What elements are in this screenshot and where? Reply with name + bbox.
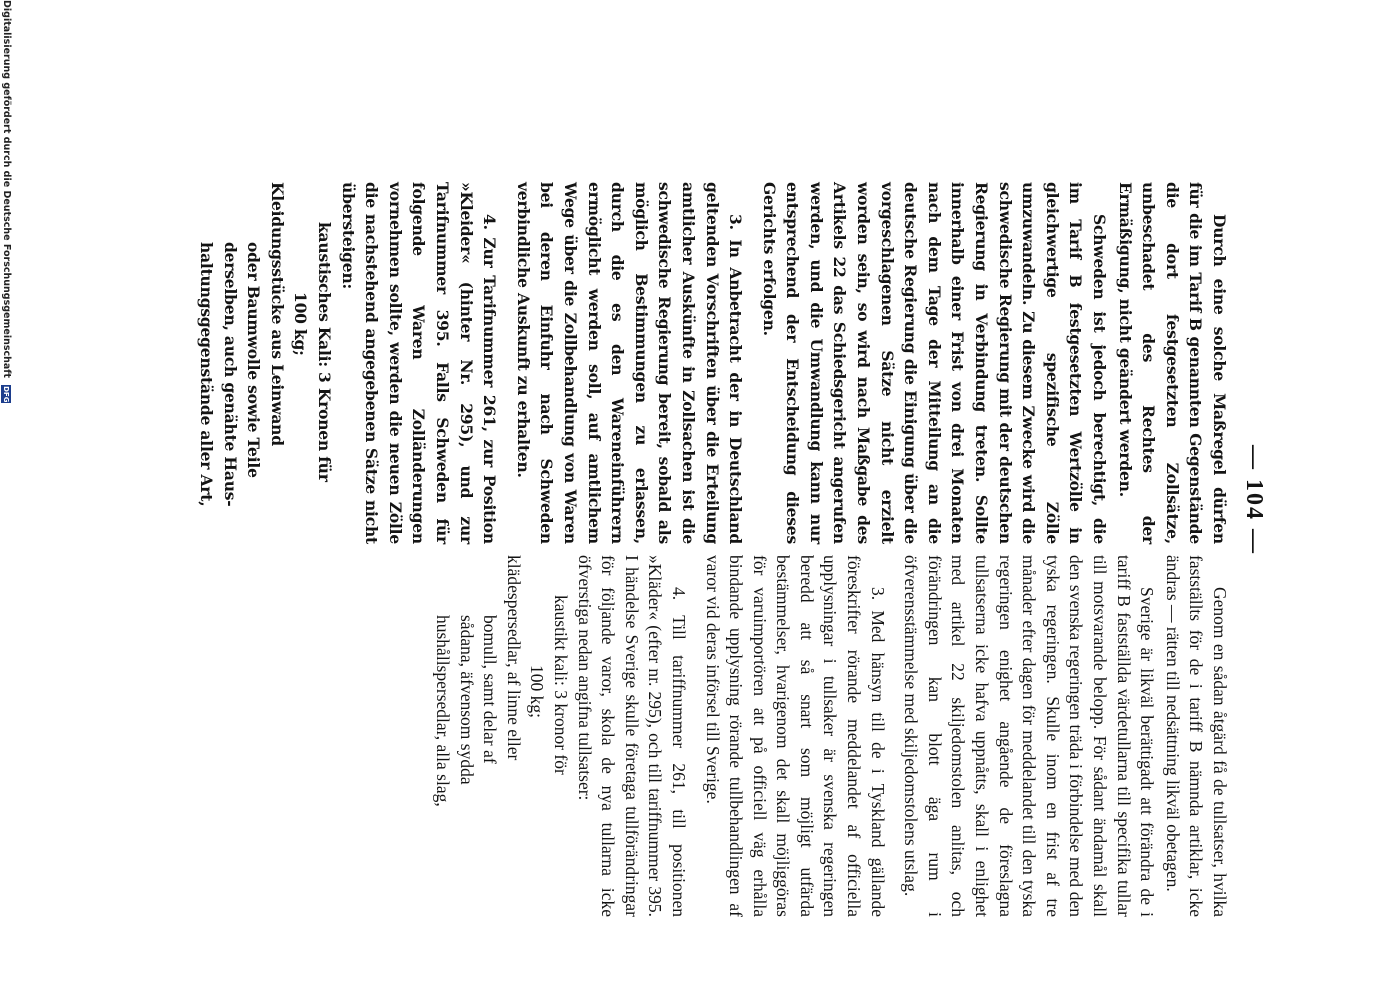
german-paragraph-4: 4. Zur Tarifnummer 261, zur Position »Kleider« (hinter Nr. 295), und zur Tarifnummer 395. Falls Schweden für folgende Waren Zolländerungen vornehmen sollte, werden die neuen Zölle die nachstehend angegebenen Sätze nicht übersteigen: [338, 182, 500, 544]
swedish-column [430, 555, 1231, 917]
german-goods-line-4: haltungsgegenstände aller Art, [197, 242, 217, 507]
funding-note: Digitalisierung gefördert durch die Deutsche Forschungsgemeinschaft [1, 0, 12, 378]
swedish-unit-line: 100 kg; [527, 665, 548, 718]
german-paragraph-3: 3. In Anbetracht der in Deutschland geltenden Vorschriften über die Erteilung amtlicher Auskünfte in Zollsachen ist die schwedische Regierung bereit, sobald als möglich Bestimmungen zu erlassen, durch die es den Wareneinführern ermöglicht werden soll, auf amtlichem Wege über die Zollbehandlung von Waren bei deren Einfuhr nach Schweden verbindliche Auskunft zu erhalten. [513, 182, 746, 544]
swedish-goods-line-1: klädespersedlar, af linne eller [503, 555, 524, 761]
german-tariff-line: kaustisches Kali: 3 Kronen für [315, 222, 335, 482]
funding-footer [1, 0, 12, 1000]
swedish-paragraph-3: 3. Med hänsyn till de i Tyskland gällande föreskrifter rörande meddelandet af officiella upplysningar i tullsaker är svenska regeringen beredd att så snart som möjligt utfärda bestämmelser, hvarigenom det skall möjliggöras för varuimportören att på officiell väg erhålla bindande upplysning rörande tullbehandlingen af varor vid deras införsel till Sverige. [702, 555, 888, 917]
swedish-goods-line-4: hushållspersedlar, alla slag, [433, 615, 453, 807]
german-goods-line-1: Kleidungsstücke aus Leinwand [267, 182, 287, 446]
german-unit-line: 100 kg; [291, 292, 311, 356]
swedish-goods-line-3: sådana, äfvensom sydda [456, 615, 477, 785]
swedish-paragraph-2: Sverige är likväl berättigadt att förändra de i tariff B fastställda värdetullarna till specifika tullar till motsvarande belopp. För sådant ändamål skall den svenska regeringen träda i förbindelse med den tyska regeringen. Skulle inom en frist af tre månader efter dagen för meddelandet till den tyska regeringen enighet angående de föreslagna tullsatserna icke hafva uppnåtts, skall i enlighet med artikel 22 skiljedomstolen anlitas, och förändringen kan blott äga rum i öfverensstämmelse med skiljedomstolens utslag. [901, 555, 1158, 917]
german-goods-line-3: derselben, auch genähte Haus- [220, 242, 240, 507]
german-column [194, 182, 1231, 544]
swedish-paragraph-1: Genom en sådan åtgärd få de tullsatser, hvilka fastställts för de i tariff B nämnda artiklar, icke ändras — rätten till nedsättning likväl obetagen. [1162, 555, 1230, 917]
page-number: — 104 — [1241, 445, 1267, 555]
dfg-logo-icon: DFG [2, 386, 11, 403]
swedish-paragraph-4: 4. Till tariffnummer 261, till positionen »Kläder« (efter nr. 295), och till tariffnummer 395. I händelse Sverige skulle företaga tullförändringar för följande varor, skola de nya tullarna icke öfverstiga nedan angifna tullsatser: [574, 555, 689, 917]
swedish-goods-line-2: bomull, samt delar af [480, 615, 501, 764]
swedish-tariff-line: kaustikt kali: 3 kronor för [550, 595, 571, 775]
german-goods-line-2: oder Baumwolle sowie Teile [244, 242, 264, 478]
german-paragraph-1: Durch eine solche Maßregel dürfen für die im Tarif B genannten Gegenstände die dort festgesetzten Zollsätze, unbeschadet des Rechtes der Ermäßigung, nicht geändert werden. [1115, 182, 1229, 544]
german-paragraph-2: Schweden ist jedoch berechtigt, die im Tarif B festgesetzten Wertzölle in gleichwertige spezifische Zölle umzuwandeln. Zu diesem Zwecke wird die schwedische Regierung mit der deutschen Regierung in Verbindung treten. Sollte innerhalb einer Frist von drei Monaten nach dem Tage der Mitteilung an die deutsche Regierung die Einigung über die vorgeschlagenen Sätze nicht erzielt worden sein, so wird nach Maßgabe des Artikels 22 das Schiedsgericht angerufen werden, und die Umwandlung kann nur entsprechend der Entscheidung dieses Gerichts erfolgen. [759, 182, 1110, 544]
